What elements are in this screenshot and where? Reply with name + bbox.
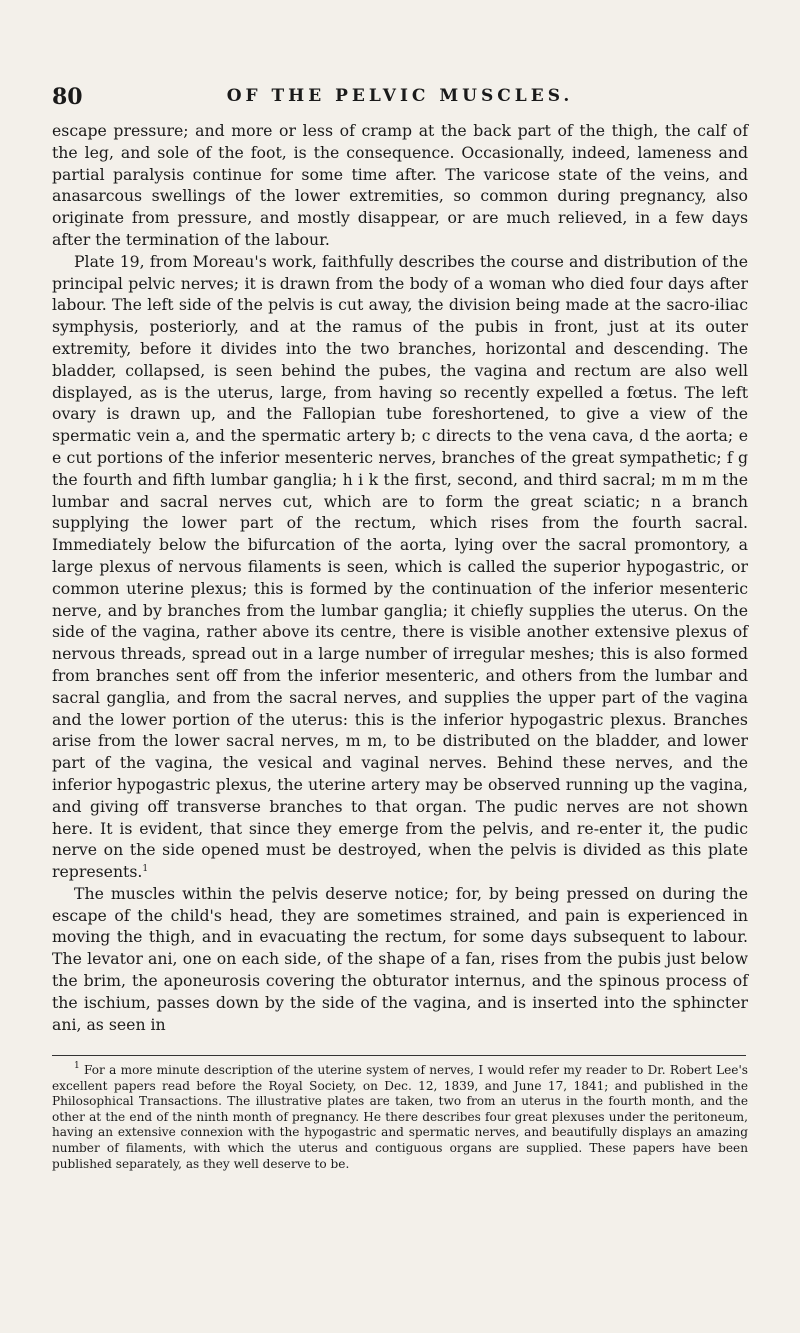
paragraph-pelvic-muscles: The muscles within the pelvis deserve notice; for, by being pressed on during the escape of the child's head, they are sometimes strained, and pain is experienced in moving the thigh, and in evacuating the rectum, for some days subsequent to labour. The levator ani, one on each side, of the shape of a fan, rises from the pubis just below the brim, the aponeurosis covering the obturator internus, and the spinous process of the ischium, passes down by the side of the vagina, and is inserted into the sphincter ani, as seen in xyxy=(52,883,748,1034)
footnote xyxy=(52,1063,748,1172)
footnote-reference: 1 xyxy=(142,864,149,875)
footnote-text: For a more minute description of the uterine system of nerves, I would refer my reader to Dr. Robert Lee's excellent papers read before the Royal Society, on Dec. 12, 1839, and June 17, 1841; and published in the Philosophical Transactions. The illustrative plates are taken, two from an uterus in the fourth month, and the other at the end of the ninth month of pregnancy. He there describes four great plexuses under the peritoneum, having an extensive connexion with the hypogastric and spermatic nerves, and beautifully displays an amazing number of filaments, with which the uterus and contiguous organs are supplied. These papers have been published separately, as they well deserve to be. xyxy=(52,1063,748,1171)
paragraph-continued: escape pressure; and more or less of cramp at the back part of the thigh, the calf of the leg, and sole of the foot, is the consequence. Occasionally, indeed, lameness and partial paralysis continue for some time after. The varicose state of the veins, and anasarcous swellings of the lower extremities, so common during pregnancy, also originate from pressure, and mostly disappear, or are much relieved, in a few days after the termination of the labour. xyxy=(52,121,748,249)
page-number: 80 xyxy=(52,84,83,110)
running-head: OF THE PELVIC MUSCLES. xyxy=(226,86,574,106)
footnote-marker: 1 xyxy=(74,1061,80,1071)
footnote-paragraph xyxy=(52,1063,748,1172)
page-header xyxy=(52,84,748,114)
paragraph-plate-19-text: Plate 19, from Moreau's work, faithfully describes the course and distribution of the principal pelvic nerves; it is drawn from the body of a woman who died four days after labour. The left side of the pelvis is cut away, the division being made at the sacro-iliac symphysis, posteriorly, and at the ramus of the pubis in front, just at its outer extremity, before it divides into the two branches, horizontal and descending. The bladder, collapsed, is seen behind the pubes, the vagina and rectum are also well displayed, as is the uterus, large, from having so recently expelled a fœtus. The left ovary is drawn up, and the Fallopian tube foreshortened, to give a view of the spermatic vein a, and the spermatic artery b; c directs to the vena cava, d the aorta; e e cut portions of the inferior mesenteric nerves, branches of the great sympathetic; f g the fourth and fifth lumbar ganglia; h i k the first, second, and third sacral; m m m the lumbar and sacral nerves cut, which are to form the great sciatic; n a branch supplying the lower part of the rectum, which rises from the fourth sacral. Immediately below the bifurcation of the aorta, lying over the sacral promontory, a large plexus of nervous filaments is seen, which is called the superior hypogastric, or common uterine plexus; this is formed by the continuation of the inferior mesenteric nerve, and by branches from the lumbar ganglia; it chiefly supplies the uterus. On the side of the vagina, rather above its centre, there is visible another extensive plexus of nervous threads, spread out in a large number of irregular meshes; this is also formed from branches sent off from the inferior mesenteric, and others from the lumbar and sacral ganglia, and from the sacral nerves, and supplies the upper part of the vagina and the lower portion of the uterus: this is the inferior hypogastric plexus. Branches arise from the lower sacral nerves, m m, to be distributed on the bladder, and lower part of the vagina, the vesical and vaginal nerves. Behind these nerves, and the inferior hypogastric plexus, the uterine artery may be observed running up the vagina, and giving off transverse branches to that organ. The pudic nerves are not shown here. It is evident, that since they emerge from the pelvis, and re-enter it, the pudic nerve on the side opened must be destroyed, when the pelvis is divided as this plate represents. xyxy=(52,251,748,882)
paragraph-plate-19 xyxy=(52,251,748,883)
body-text xyxy=(52,120,748,1035)
footnote-divider xyxy=(52,1055,746,1056)
